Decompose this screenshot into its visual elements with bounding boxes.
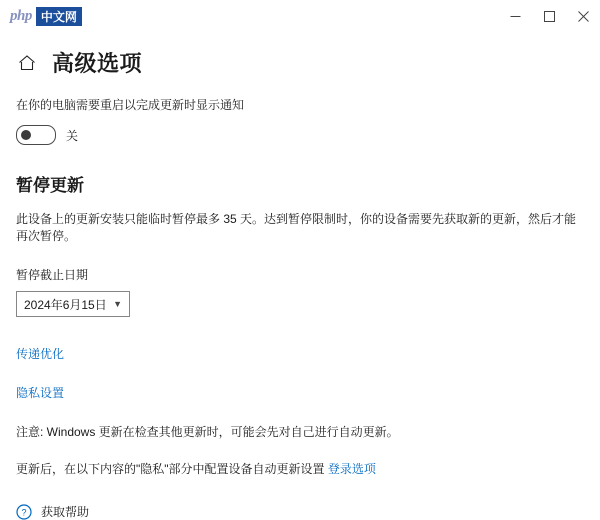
- minimize-icon[interactable]: [498, 0, 532, 32]
- pause-updates-description: 此设备上的更新安装只能临时暂停最多 35 天。达到暂停限制时，你的设备需要先获取新的更新，然后才能再次暂停。: [16, 212, 577, 243]
- svg-text:?: ?: [21, 507, 27, 517]
- pause-updates-heading: 暂停更新: [16, 176, 84, 195]
- auto-update-note: 注意: Windows 更新在检查其他更新时，可能会先对自己进行自动更新。: [16, 425, 399, 439]
- window-titlebar: [0, 0, 600, 33]
- close-icon[interactable]: [566, 0, 600, 32]
- post-update-note: [16, 460, 580, 477]
- post-update-note-text: 更新后，在以下内容的"隐私"部分中配置设备自动更新设置: [16, 462, 325, 476]
- window-controls: [498, 0, 600, 32]
- sign-in-options-link[interactable]: 登录选项: [327, 462, 376, 476]
- toggle-state-label: 关: [66, 128, 79, 143]
- php-logo-text: php: [6, 7, 36, 25]
- privacy-settings-link[interactable]: 隐私设置: [16, 386, 65, 400]
- chevron-down-icon: ▼: [113, 298, 122, 309]
- maximize-icon[interactable]: [532, 0, 566, 32]
- app-logo: [0, 7, 82, 26]
- settings-page: [0, 33, 600, 520]
- restart-notification-toggle-row: [16, 125, 580, 145]
- page-title: 高级选项: [52, 51, 143, 76]
- cn-logo-text: 中文网: [36, 7, 82, 26]
- help-question-icon: [16, 504, 32, 520]
- restart-notification-description: 在你的电脑需要重启以完成更新时显示通知: [16, 98, 245, 112]
- pause-until-dropdown[interactable]: [16, 291, 130, 317]
- restart-notification-toggle[interactable]: [16, 125, 56, 145]
- home-icon[interactable]: [16, 52, 38, 74]
- get-help-label: 获取帮助: [41, 505, 90, 519]
- pause-until-value: 2024年6月15日: [24, 297, 107, 312]
- get-help-row[interactable]: [16, 503, 580, 520]
- page-header: [0, 33, 600, 78]
- delivery-optimization-link[interactable]: 传递优化: [16, 347, 65, 361]
- settings-content: [0, 78, 600, 520]
- toggle-knob: [21, 130, 31, 140]
- pause-until-label: 暂停截止日期: [16, 268, 89, 282]
